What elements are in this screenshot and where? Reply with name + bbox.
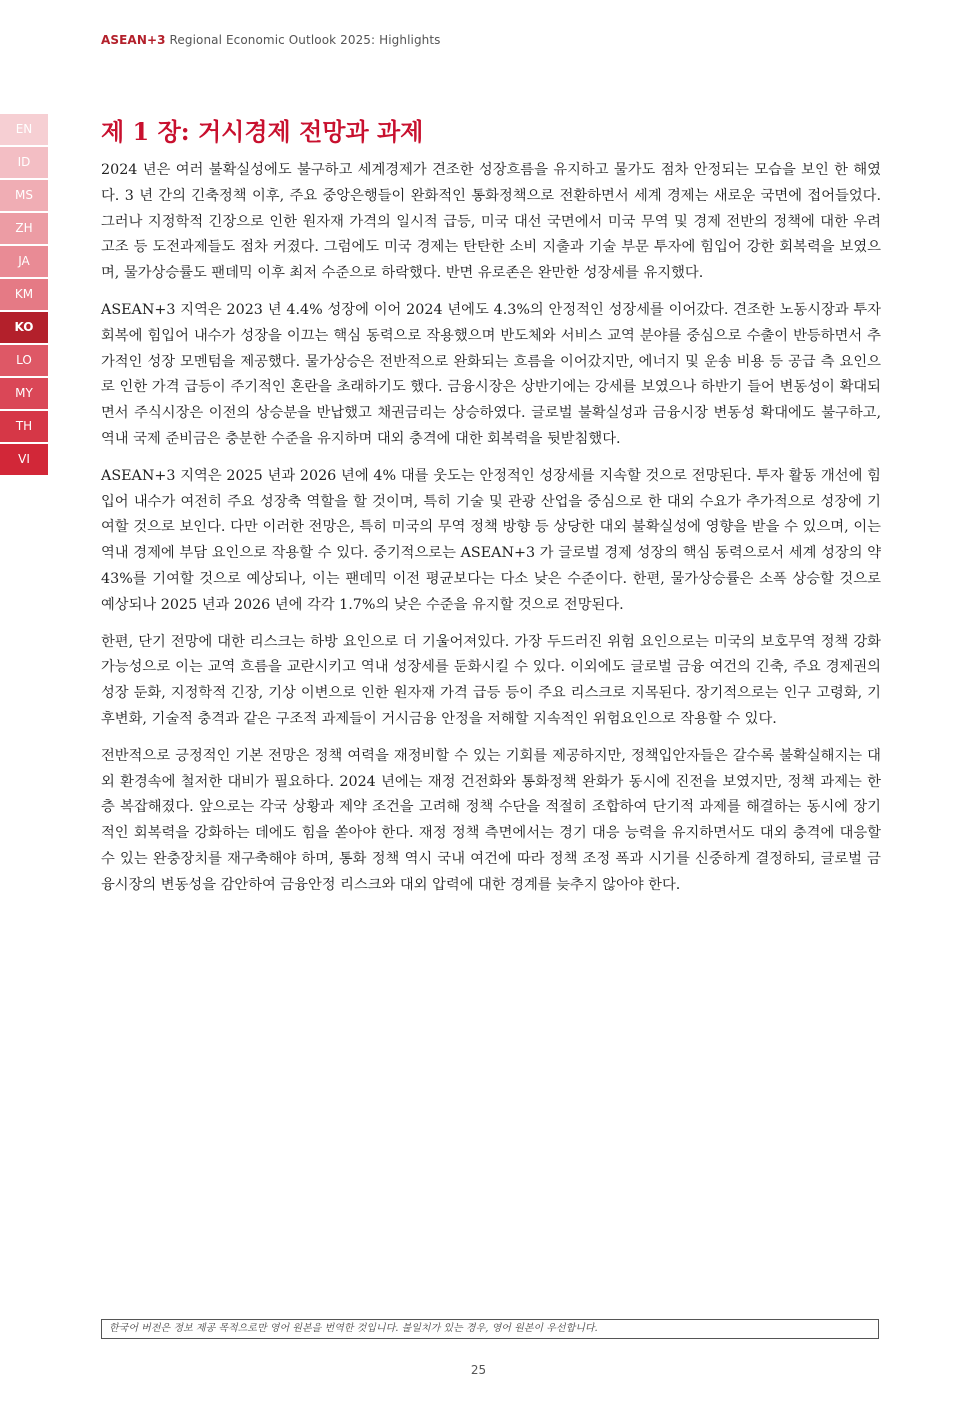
lang-tab-en[interactable]: EN [0,114,48,145]
lang-tab-id[interactable]: ID [0,147,48,178]
lang-tab-zh[interactable]: ZH [0,213,48,244]
translation-disclaimer: 한국어 버전은 정보 제공 목적으로만 영어 원본을 번역한 것입니다. 불일치가 있는 경우, 영어 원본이 우선합니다. [101,1319,879,1339]
lang-tab-lo[interactable]: LO [0,345,48,376]
paragraph: 2024 년은 여러 불확실성에도 불구하고 세계경제가 견조한 성장흐름을 유지하고 물가도 점차 안정되는 모습을 보인 한 해였다. 3 년 간의 긴축정책 이후, 주요 중앙은행들이 완화적인 통화정책으로 전환하면서 세계 경제는 새로운 국면에 접어들었다. 그러나 지정학적 긴장으로 인한 원자재 가격의 일시적 급등, 미국 대선 국면에서 미국 무역 및 경제 전반의 정책에 대한 우려 고조 등 도전과제들도 점차 커졌다. 그럼에도 미국 경제는 탄탄한 소비 지출과 기술 부문 투자에 힘입어 강한 회복력을 보였으며, 물가상승률도 팬데믹 이후 최저 수준으로 하락했다. 반면 유로존은 완만한 성장세를 유지했다. [101,162,881,282]
lang-tab-km[interactable]: KM [0,279,48,310]
running-header [101,33,441,47]
paragraph: ASEAN+3 지역은 2025 년과 2026 년에 4% 대를 웃도는 안정적인 성장세를 지속할 것으로 전망된다. 투자 활동 개선에 힘입어 내수가 여전히 주요 성장축 역할을 할 것이며, 특히 기술 및 관광 산업을 중심으로 한 대외 수요가 추가적으로 성장에 기여할 것으로 보인다. 다만 이러한 전망은, 특히 미국의 무역 정책 방향 등 상당한 대외 불확실성에 영향을 받을 수 있으며, 이는 역내 경제에 부담 요인으로 작용할 수 있다. 중기적으로는 ASEAN+3 가 글로벌 경제 성장의 핵심 동력으로서 세계 성장의 약 43%를 기여할 것으로 예상되나, 이는 팬데믹 이전 평균보다는 다소 낮은 수준이다. 한편, 물가상승률은 소폭 상승할 것으로 예상되나 2025 년과 2026 년에 각각 1.7%의 낮은 수준을 유지할 것으로 전망된다. [101,467,881,613]
page-number: 25 [470,1363,487,1377]
language-tabs [0,114,48,477]
lang-tab-th[interactable]: TH [0,411,48,442]
paragraph: 한편, 단기 전망에 대한 리스크는 하방 요인으로 더 기울어져있다. 가장 두드러진 위험 요인으로는 미국의 보호무역 정책 강화 가능성으로 이는 교역 흐름을 교란시키고 역내 성장세를 둔화시킬 수 있다. 이외에도 글로벌 금융 여건의 긴축, 주요 경제권의 성장 둔화, 지정학적 긴장, 기상 이변으로 인한 원자재 가격 급등 등이 주요 리스크로 지목된다. 장기적으로는 인구 고령화, 기후변화, 기술적 충격과 같은 구조적 과제들이 거시금융 안정을 저해할 지속적인 위험요인으로 작용할 수 있다. [101,633,881,727]
header-title: Regional Economic Outlook 2025: Highlights [165,33,441,47]
lang-tab-my[interactable]: MY [0,378,48,409]
body-text [101,158,881,910]
header-brand: ASEAN+3 [101,33,166,47]
lang-tab-ko[interactable]: KO [0,312,48,343]
lang-tab-vi[interactable]: VI [0,444,48,475]
paragraph: ASEAN+3 지역은 2023 년 4.4% 성장에 이어 2024 년에도 4.3%의 안정적인 성장세를 이어갔다. 견조한 노동시장과 투자 회복에 힘입어 내수가 성장을 이끄는 핵심 동력으로 작용했으며 반도체와 서비스 교역 분야를 중심으로 수출이 반등하면서 추가적인 성장 모멘텀을 제공했다. 물가상승은 전반적으로 완화되는 흐름을 이어갔지만, 에너지 및 운송 비용 등 공급 측 요인으로 인한 가격 급등이 주기적인 혼란을 초래하기도 했다. 금융시장은 상반기에는 강세를 보였으나 하반기 들어 변동성이 확대되면서 주식시장은 이전의 상승분을 반납했고 채권금리는 상승하였다. 글로벌 불확실성과 금융시장 변동성 확대에도 불구하고, 역내 국제 준비금은 충분한 수준을 유지하며 대외 충격에 대한 회복력을 뒷받침했다. [101,301,882,447]
lang-tab-ms[interactable]: MS [0,180,48,211]
paragraph: 전반적으로 긍정적인 기본 전망은 정책 여력을 재정비할 수 있는 기회를 제공하지만, 정책입안자들은 갈수록 불확실해지는 대외 환경속에 철저한 대비가 필요하다. 2024 년에는 재정 건전화와 통화정책 완화가 동시에 진전을 보였지만, 정책 과제는 한층 복잡해졌다. 앞으로는 각국 상황과 제약 조건을 고려해 정책 수단을 적절히 조합하여 단기적 과제를 해결하는 동시에 장기적인 회복력을 강화하는 데에도 힘을 쏟아야 한다. 재정 정책 측면에서는 경기 대응 능력을 유지하면서도 대외 충격에 대응할 수 있는 완충장치를 재구축해야 하며, 통화 정책 역시 국내 여건에 따라 정책 조정 폭과 시기를 신중하게 결정하되, 글로벌 금융시장의 변동성을 감안하여 금융안정 리스크와 대외 압력에 대한 경계를 늦추지 않아야 한다. [101,747,881,893]
lang-tab-ja[interactable]: JA [0,246,48,277]
chapter-title: 제 1 장: 거시경제 전망과 과제 [101,117,424,146]
